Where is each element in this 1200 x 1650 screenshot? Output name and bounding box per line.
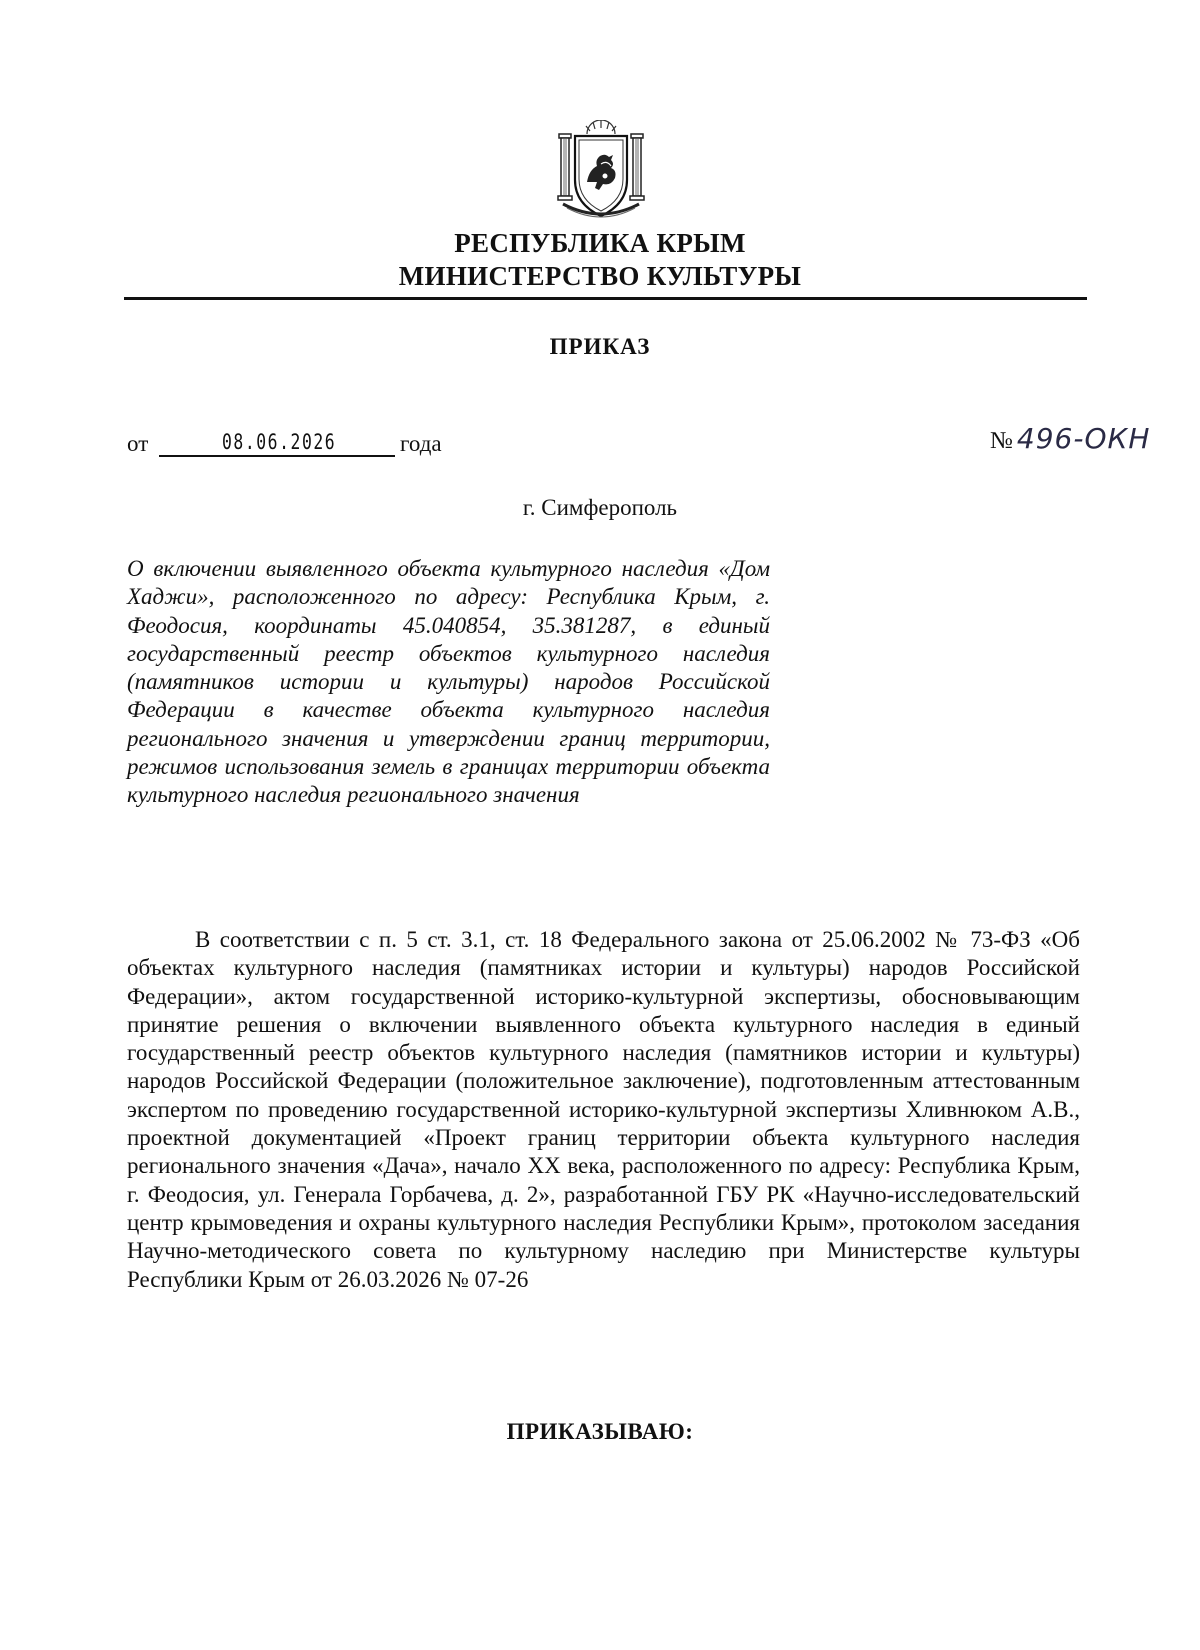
republic-name: РЕСПУБЛИКА КРЫМ	[454, 228, 746, 258]
date-suffix: года	[400, 431, 442, 456]
crimea-coat-of-arms-icon	[553, 120, 649, 222]
preamble-paragraph: В соответствии с п. 5 ст. 3.1, ст. 18 Федерального закона от 25.06.2002 № 73-ФЗ «Об объектах культурного наследия (памятниках истории и культуры) народов Российской Федерации», актом государственной историко-культурной экспертизы, обосновывающим принятие решения о включении выявленного объекта культурного наследия в единый государственный реестр объектов культурного наследия (памятников истории и культуры) народов Российской Федерации (положительное заключение), подготовленным аттестованным экспертом по проведению государственной историко-культурной экспертизы Хливнюком А.В., проектной документацией «Проект границ территории объекта культурного наследия регионального значения «Дача», начало XX века, расположенного по адресу: Республика Крым, г. Феодосия, ул. Генерала Горбачева, д. 2», разработанной ГБУ РК «Научно-исследовательский центр крымоведения и охраны культурного наследия Республики Крым», протоколом заседания Научно-методического совета по культурному наследию при Министерстве культуры Республики Крым от 26.03.2026 № 07-26	[127, 927, 1080, 1292]
header-divider	[124, 297, 1087, 300]
ministry-name: МИНИСТЕРСТВО КУЛЬТУРЫ	[398, 261, 802, 291]
document-type: ПРИКАЗ	[549, 334, 651, 359]
date-prefix: от	[127, 431, 149, 456]
order-heading: ПРИКАЗЫВАЮ:	[506, 1419, 694, 1444]
document-city: г. Симферополь	[522, 495, 678, 520]
number-prefix: №	[990, 428, 1013, 454]
document-number-handwritten: 496-ОКН	[1016, 422, 1151, 455]
document-subject: О включении выявленного объекта культурного наследия «Дом Хаджи», расположенного по адресу: Республика Крым, г. Феодосия, координаты 45.040854, 35.381287, в единый государственный реестр объектов культурного наследия (памятников истории и культуры) народов Российской Федерации в качестве объекта культурного наследия регионального значения и утверждении границ территории, режимов использования земель в границах территории объекта культурного наследия регионального значения	[127, 556, 770, 808]
document-date-row	[127, 431, 477, 465]
document-number-row	[990, 422, 1150, 455]
date-underline	[159, 455, 395, 457]
document-date-stamp: 08.06.2026	[222, 430, 337, 454]
